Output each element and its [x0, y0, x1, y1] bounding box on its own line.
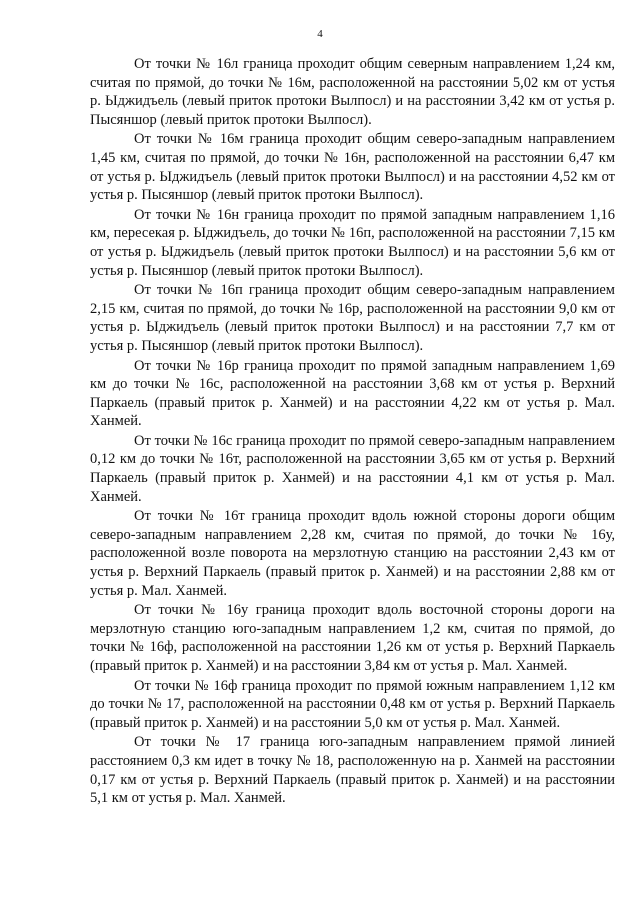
paragraph-point-16p: От точки № 16п граница проходит общим северо-западным направлением 2,15 км, считая по прямой, до точки № 16р, расположенной на расстоянии 9,0 км от устья р. Ыджидъель (левый приток протоки Вылпосл) и на расстоянии 7,7 км от устья р. Пысяншор (левый приток протоки Вылпосл).	[90, 282, 615, 354]
document-body	[90, 55, 615, 809]
page-number: 4	[317, 28, 323, 40]
paragraph-point-16t: От точки № 16т граница проходит вдоль южной стороны дороги общим северо-западным направлением 2,28 км, считая по прямой, до точки № 16у, расположенной возле поворота на мерзлотную станцию на расстоянии 2,43 км от устья р. Верхний Паркаель (правый приток р. Ханмей) и на расстоянии 2,88 км от устья р. Мал. Ханмей.	[90, 508, 615, 599]
paragraph-point-16u: От точки № 16у граница проходит вдоль восточной стороны дороги на мерзлотную станцию юго-западным направлением 1,2 км, считая по прямой, до точки № 16ф, расположенной на расстоянии 1,26 км от устья р. Верхний Паркаель (правый приток р. Ханмей) и на расстоянии 3,84 км от устья р. Мал. Ханмей.	[90, 602, 615, 674]
paragraph-point-16l: От точки № 16л граница проходит общим северным направлением 1,24 км, считая по прямой, до точки № 16м, расположенной на расстоянии 5,02 км от устья р. Ыджидъель (левый приток протоки Вылпосл) и на расстоянии 3,42 км от устья р. Пысяншор (левый приток протоки Вылпосл).	[90, 56, 615, 128]
paragraph-point-16n: От точки № 16н граница проходит по прямой западным направлением 1,16 км, пересекая р. Ыджидъель, до точки № 16п, расположенной на расстоянии 7,15 км от устья р. Ыджидъель (левый приток протоки Вылпосл) и на расстоянии 5,6 км от устья р. Пысяншор (левый приток протоки Вылпосл).	[90, 206, 615, 279]
paragraph-point-16m: От точки № 16м граница проходит общим северо-западным направлением 1,45 км, считая по прямой, до точки № 16н, расположенной на расстоянии 6,47 км от устья р. Ыджидъель (левый приток протоки Вылпосл) и на расстоянии 4,52 км от устья р. Пысяншор (левый приток протоки Вылпосл).	[90, 131, 615, 204]
paragraph-point-17: От точки № 17 граница юго-западным направлением прямой линией расстоянием 0,3 км идет в точку № 18, расположенную на р. Ханмей на расстоянии 0,17 км от устья р. Верхний Паркаель (правый приток р. Ханмей) и на расстоянии 5,1 км от устья р. Мал. Ханмей.	[90, 734, 615, 807]
paragraph-point-16s: От точки № 16с граница проходит по прямой северо-западным направлением 0,12 км до точки № 16т, расположенной на расстоянии 3,65 км от устья р. Верхний Паркаель (правый приток р. Ханмей) и на расстоянии 4,1 км от устья р. Мал. Ханмей.	[90, 432, 615, 505]
paragraph-point-16r: От точки № 16р граница проходит по прямой западным направлением 1,69 км до точки № 16с, расположенной на расстоянии 3,68 км от устья р. Верхний Паркаель (правый приток р. Ханмей) и на расстоянии 4,22 км от устья р. Мал. Ханмей.	[90, 357, 615, 430]
paragraph-point-16f: От точки № 16ф граница проходит по прямой южным направлением 1,12 км до точки № 17, расположенной на расстоянии 0,48 км от устья р. Верхний Паркаель (правый приток р. Ханмей) и на расстоянии 5,0 км от устья р. Мал. Ханмей.	[90, 677, 615, 731]
